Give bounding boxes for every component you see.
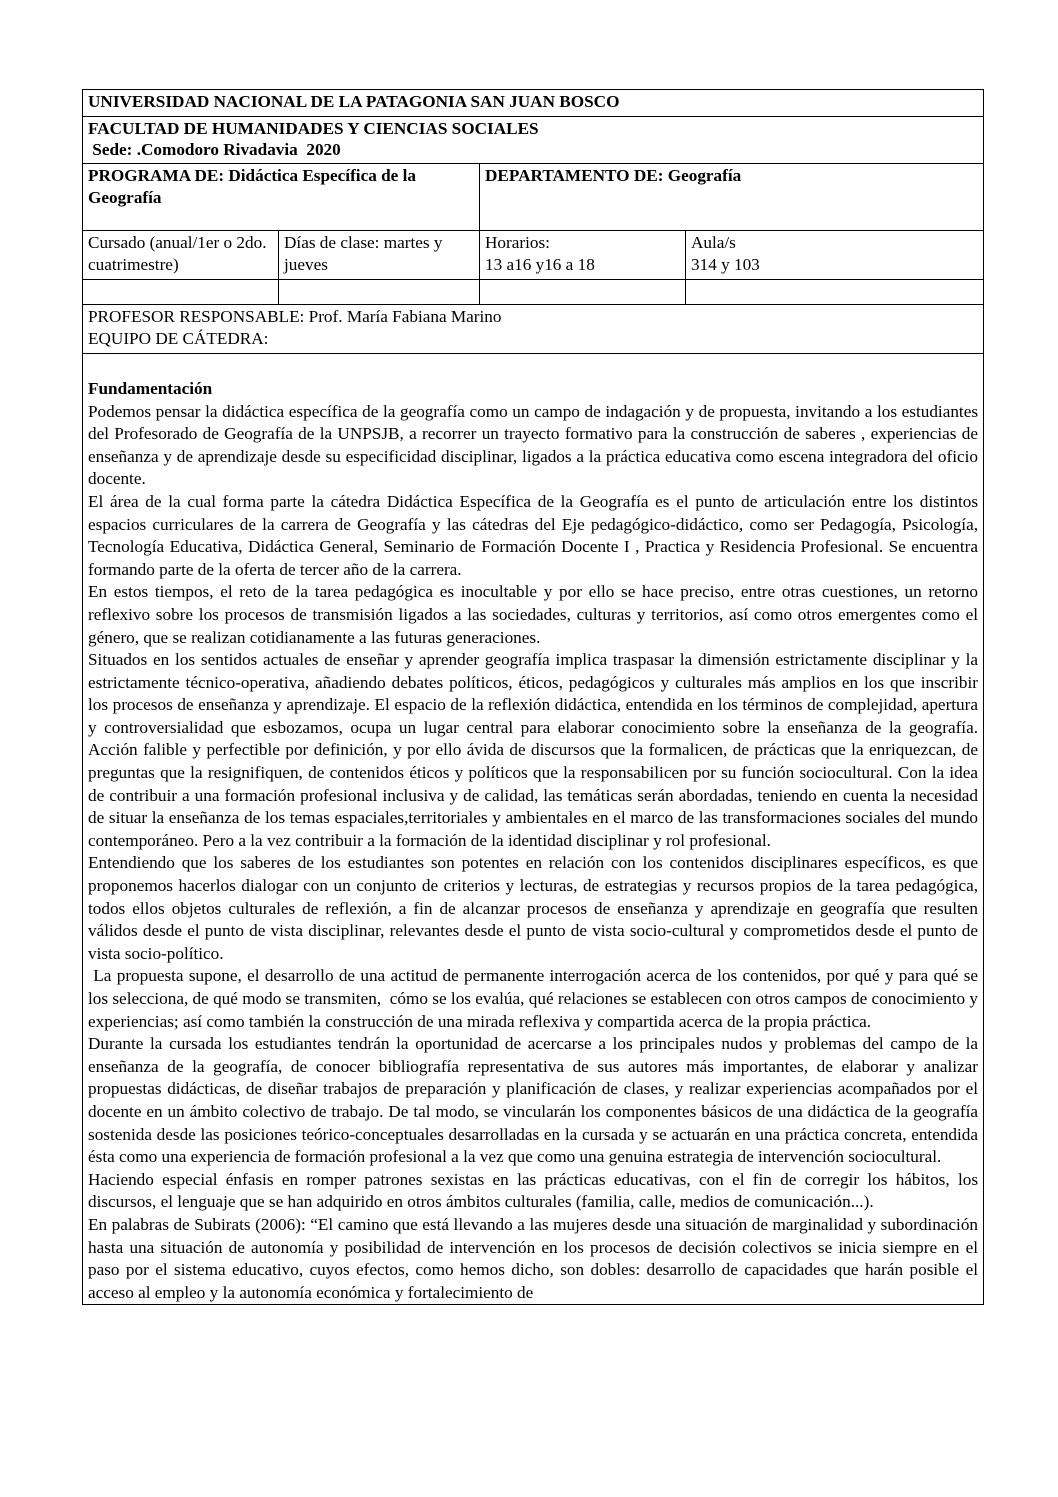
horarios	[480, 230, 686, 279]
fundamentacion-section	[83, 353, 984, 1304]
paragraph: Situados en los sentidos actuales de enseñar y aprender geografía implica traspasar la dimensión estrictamente disciplinar y la estrictamente técnico-operativa, añadiendo debates políticos, éticos, pedagógicos y culturales más amplios en los que inscribir los procesos de enseñanza y aprendizaje. El espacio de la reflexión didáctica, entendida en los términos de complejidad, apertura y controversialidad que esbozamos, ocupa un lugar central para elaborar conocimiento sobre la enseñanza de la geografía. Acción falible y perfectible por definición, y por ello ávida de discursos que la formalicen, de prácticas que la enriquezcan, de preguntas que la resignifiquen, de contenidos éticos y políticos que la responsabilicen por su función sociocultural. Con la idea de contribuir a una formación profesional inclusiva y de calidad, las temáticas serán abordadas, teniendo en cuenta la necesidad de situar la enseñanza de los temas espaciales,territoriales y ambientales en el marco de las transformaciones sociales del mundo contemporáneo. Pero a la vez contribuir a la formación de la identidad disciplinar y rol profesional.	[88, 650, 979, 850]
paragraph: En estos tiempos, el reto de la tarea pedagógica es inocultable y por ello se hace preciso, entre otras cuestiones, un retorno reflexivo sobre los procesos de transmisión ligados a las sociedades, culturas y territorios, así como otros emergentes como el género, que se realizan cotidianamente a las futuras generaciones.	[88, 582, 979, 647]
cursado: Cursado (anual/1er o 2do. cuatrimestre)	[83, 230, 279, 279]
faculty-name: FACULTAD DE HUMANIDADES Y CIENCIAS SOCIALES	[88, 118, 539, 138]
paragraph: Entendiendo que los saberes de los estudiantes son potentes en relación con los contenidos disciplinares específicos, es que proponemos hacerlos dialogar con un conjunto de criterios y lecturas, de estrategias y recursos propios de la tarea pedagógica, todos ellos objetos culturales de reflexión, a fin de alcanzar procesos de enseñanza y aprendizaje en geografía que resulten válidos desde el punto de vista disciplinar, relevantes desde el punto de vista socio-cultural y comprometidos desde el punto de vista socio-político.	[88, 853, 979, 963]
profesor-responsable: PROFESOR RESPONSABLE: Prof. María Fabiana Marino	[88, 306, 502, 326]
programa: PROGRAMA DE: Didáctica Específica de la Geografía	[83, 163, 480, 230]
staff-cell	[83, 304, 984, 353]
empty-cell	[480, 279, 686, 304]
aula-value: 314 y 103	[691, 255, 760, 275]
paragraph: Podemos pensar la didáctica específica de la geografía como un campo de indagación y de propuesta, invitando a los estudiantes del Profesorado de Geografía de la UNPSJB, a recorrer un trayecto formativo para la construcción de saberes , experiencias de enseñanza y de aprendizaje desde su especificidad disciplinar, ligados a la práctica educativa como escena integradora del oficio docente.	[88, 401, 979, 489]
sede: Sede: .Comodoro Rivadavia 2020	[88, 140, 341, 160]
paragraph: Durante la cursada los estudiantes tendrán la oportunidad de acercarse a los principales nudos y problemas del campo de la enseñanza de la geografía, de conocer bibliografía representativa de sus autores más importantes, de elaborar y analizar propuestas didácticas, de diseñar trabajos de preparación y planificación de clases, y realizar experiencias acompañados por el docente en un ámbito colectivo de trabajo. De tal modo, se vincularán los componentes básicos de una didáctica de la geografía sostenida desde las posiciones teórico-conceptuales desarrolladas en la cursada y se actuarán en una práctica concreta, entendida ésta como una experiencia de formación profesional a la vez que como una genuina estrategia de intervención sociocultural.	[88, 1034, 979, 1167]
program-document	[82, 89, 983, 1305]
empty-cell	[279, 279, 480, 304]
horarios-label: Horarios:	[485, 232, 550, 252]
fundamentacion-title: Fundamentación	[88, 378, 213, 398]
aulas	[686, 230, 984, 279]
horarios-value: 13 a16 y16 a 18	[485, 255, 595, 275]
empty-cell	[686, 279, 984, 304]
departamento: DEPARTAMENTO DE: Geografía	[480, 163, 984, 230]
program-header-table	[82, 89, 984, 1305]
faculty-and-sede	[83, 116, 984, 163]
aula-label: Aula/s	[691, 232, 736, 252]
paragraph: La propuesta supone, el desarrollo de una actitud de permanente interrogación acerca de los contenidos, por qué y para qué se los selecciona, de qué modo se transmiten, cómo se los evalúa, qué relaciones se establecen con otros campos de conocimiento y experiencias; así como también la construcción de una mirada reflexiva y compartida acerca de la propia práctica.	[88, 966, 983, 1031]
paragraph: Haciendo especial énfasis en romper patrones sexistas en las prácticas educativas, con el fin de corregir los hábitos, los discursos, el lenguaje que se han adquirido en otros ámbitos culturales (familia, calle, medios de comunicación...).	[88, 1169, 979, 1212]
dias-de-clase: Días de clase: martes y jueves	[279, 230, 480, 279]
university-name: UNIVERSIDAD NACIONAL DE LA PATAGONIA SAN JUAN BOSCO	[83, 90, 984, 117]
paragraph: El área de la cual forma parte la cátedra Didáctica Específica de la Geografía es el punto de articulación entre los distintos espacios curriculares de la carrera de Geografía y las cátedras del Eje pedagógico-didáctico, como ser Pedagogía, Psicología, Tecnología Educativa, Didáctica General, Seminario de Formación Docente I , Practica y Residencia Profesional. Se encuentra formando parte de la oferta de tercer año de la carrera.	[88, 491, 979, 579]
equipo-de-catedra: EQUIPO DE CÁTEDRA:	[88, 329, 269, 349]
paragraph: En palabras de Subirats (2006): “El camino que está llevando a las mujeres desde una situación de marginalidad y subordinación hasta una situación de autonomía y posibilidad de intervención en los procesos de decisión colectivos se inicia siempre en el paso por el sistema educativo, cuyos efectos, como hemos dicho, son dobles: desarrollo de capacidades que harán posible el acceso al empleo y la autonomía económica y fortalecimiento de	[88, 1214, 979, 1302]
empty-cell	[83, 279, 279, 304]
